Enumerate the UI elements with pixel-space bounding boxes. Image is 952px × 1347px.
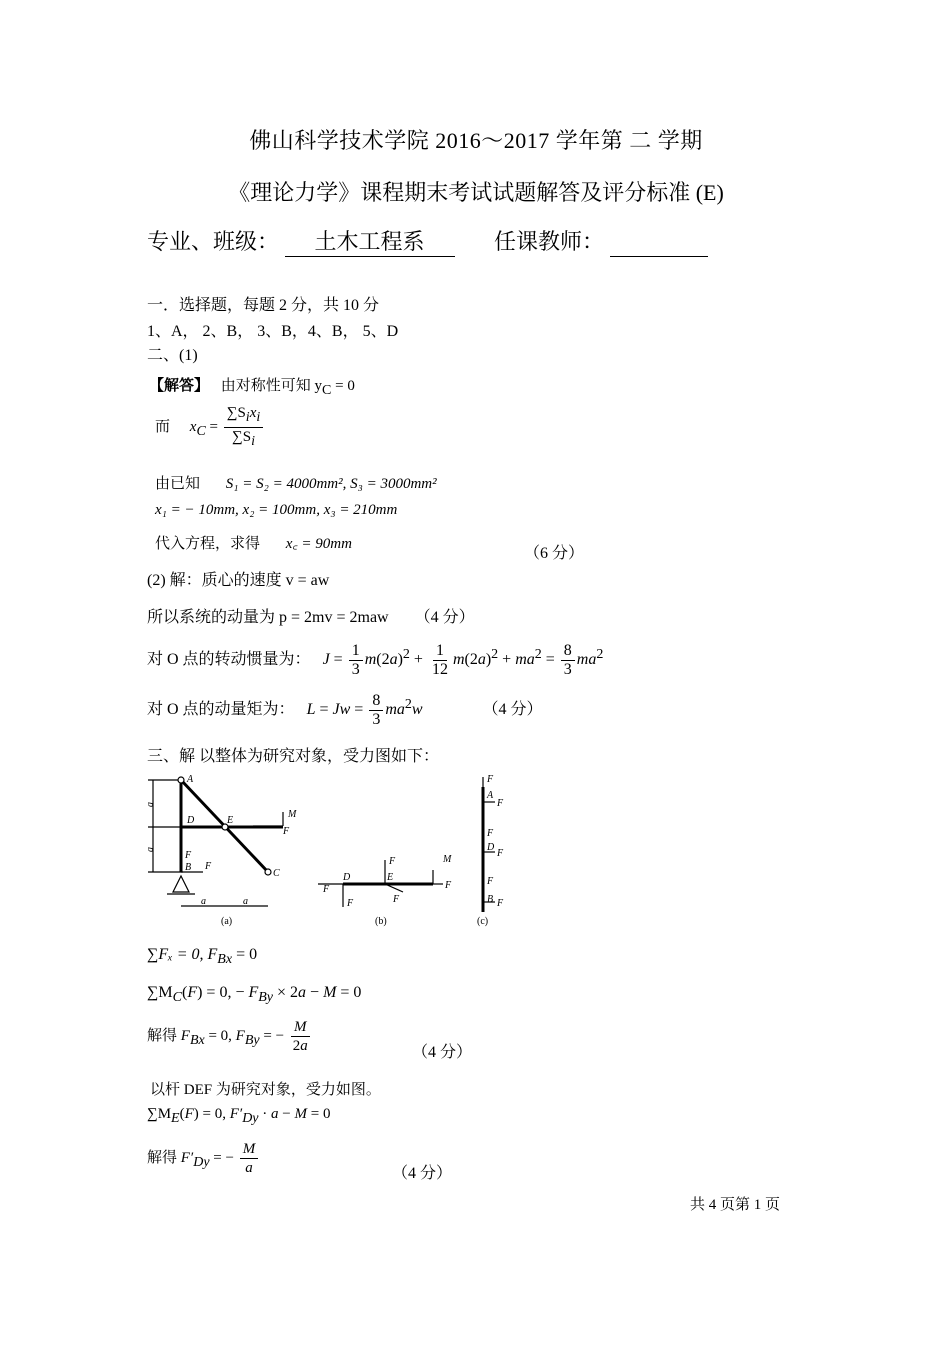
svg-text:F: F [487,828,494,839]
part2-line: (2) 解：质心的速度 v = aw [147,572,330,589]
fig-label-a: (a) [221,916,233,927]
eq2: ∑M [147,984,173,1001]
svg-text:A: A [487,790,494,801]
score-4b: （4 分） [482,701,543,719]
svg-text:a: a [201,896,206,907]
svg-text:F: F [497,898,504,909]
solve2-line: 解得 $F'_{Dy}$ = − $\frac{M}{a}$ [147,1140,260,1177]
inertia-line: 对 O 点的转动惯量为： J = $\frac{1}{3}$ $m(2a)^2$ + $\frac{1}{12}$ $m(2a)^2 + ma^2$ = $\frac{8}{3}$ $ma^2$ [147,642,604,678]
svg-text:A: A [187,774,194,785]
angmom-label: 对 O 点的动量矩为： [147,701,295,719]
x-values: x₁ = − 10mm, x₂ = 100mm, x₃ = 210mm [155,502,398,518]
svg-text:F: F [389,856,396,867]
score-4c: （4 分） [412,1044,473,1061]
known-line [155,472,437,493]
xc-denominator: ∑S [232,429,252,445]
svg-text:a: a [145,802,156,807]
xc-formula: 而 $x_C$ = $\frac{\sum S_ix_i}{\sum S_i}$ [155,404,265,451]
subst-label: 代入方程，求得 [155,536,261,552]
solve1-line: 解得 $F_{Bx} = 0$, $F_{By}$ = − $\frac{M}{2a}$ [147,1019,308,1054]
fig-label-c: (c) [477,916,489,927]
teacher-value [610,232,708,257]
xc-result: x꜀ = 90mm [285,536,352,552]
inertia-label: 对 O 点的转动惯量为： [147,651,311,669]
solve2-label: 解得 [147,1149,178,1166]
svg-text:D: D [187,815,195,826]
xc-numerator: ∑S [226,405,246,421]
eq2-line: $\sum M_C(F) = 0$, − $F_{By} \times 2a - M = 0$ [147,984,362,1006]
fig-label-b: (b) [375,916,387,927]
major-value: 土木工程系 [285,225,455,257]
symmetry-value: = 0 [331,378,355,394]
answer-label: 【解答】 [149,378,210,394]
eq3-line: $\sum M_E(F) = 0$, $F'_{Dy} \cdot a - M = 0$ [147,1106,331,1126]
page-footer: 共 4 页第 1 页 [690,1197,781,1213]
solve1-label: 解得 [147,1027,178,1044]
known-values: S₁ = S₂ = 4000mm², S₃ = 3000mm² [225,476,437,492]
svg-text:F: F [487,774,494,785]
xc-fraction: $\frac{\sum S_ix_i}{\sum S_i}$ [224,404,264,451]
svg-text:a: a [243,896,248,907]
svg-text:E: E [387,872,394,883]
svg-text:B: B [487,894,494,905]
answer-line: 【解答】 由对称性可知 $y_C = 0$ [149,378,355,398]
title-line-2: 《理论力学》课程期末考试试题解答及评分标准 (E) [228,180,724,205]
known-label: 由已知 [155,476,201,492]
momentum-line [147,604,475,627]
svg-text:B: B [185,862,192,873]
major-label: 专业、班级： [147,229,280,254]
svg-text:a: a [145,847,156,852]
svg-text:E: E [227,815,234,826]
svg-text:F: F [445,880,452,891]
er-text: 而 [155,418,171,435]
eq1: ∑Fₓ = 0, F [147,946,218,963]
xc-numerator-x: x [249,405,257,421]
score-6: （6 分） [524,545,585,562]
eq1-line: ∑Fₓ = 0, $F_{Bx} = 0$ [147,946,258,968]
symmetry-text: 由对称性可知 y [220,378,323,394]
score-4d: （4 分） [392,1165,453,1182]
svg-text:F: F [347,898,354,909]
svg-text:F: F [497,798,504,809]
score-4a: （4 分） [414,609,475,626]
force-diagrams [143,772,533,932]
svg-text:M: M [443,854,452,865]
svg-text:F: F [497,848,504,859]
svg-text:F: F [205,861,212,872]
section1-answers: 1、A， 2、B， 3、B，4、B， 5、D [147,323,399,340]
svg-text:F: F [185,850,192,861]
momentum-text: 所以系统的动量为 p = 2mv = 2maw [147,609,389,626]
subst-line [155,532,352,553]
major-line [147,225,708,257]
teacher-label: 任课教师： [494,229,605,254]
svg-text:C: C [273,868,280,879]
angmom-line: 对 O 点的动量矩为： L = Jw = $\frac{8}{3}$ $ma^2w$ （4 分） [147,692,543,728]
svg-text:D: D [487,842,495,853]
svg-text:M: M [288,809,297,820]
svg-text:F: F [283,826,290,837]
eq3: ∑M [147,1106,172,1122]
section3-heading: 三、解 以整体为研究对象，受力图如下： [147,748,440,765]
svg-text:F: F [487,876,494,887]
section2-heading: 二、(1) [147,347,198,364]
svg-text:F: F [323,884,330,895]
title-line-1: 佛山科学技术学院 2016～2017 学年第 二 学期 [249,128,703,153]
svg-text:F: F [393,894,400,905]
xc-lhs: x [189,418,197,435]
def-text: 以杆 DEF 为研究对象，受力如图。 [150,1082,381,1098]
svg-text:D: D [343,872,351,883]
section1-heading: 一．选择题，每题 2 分，共 10 分 [147,297,380,314]
